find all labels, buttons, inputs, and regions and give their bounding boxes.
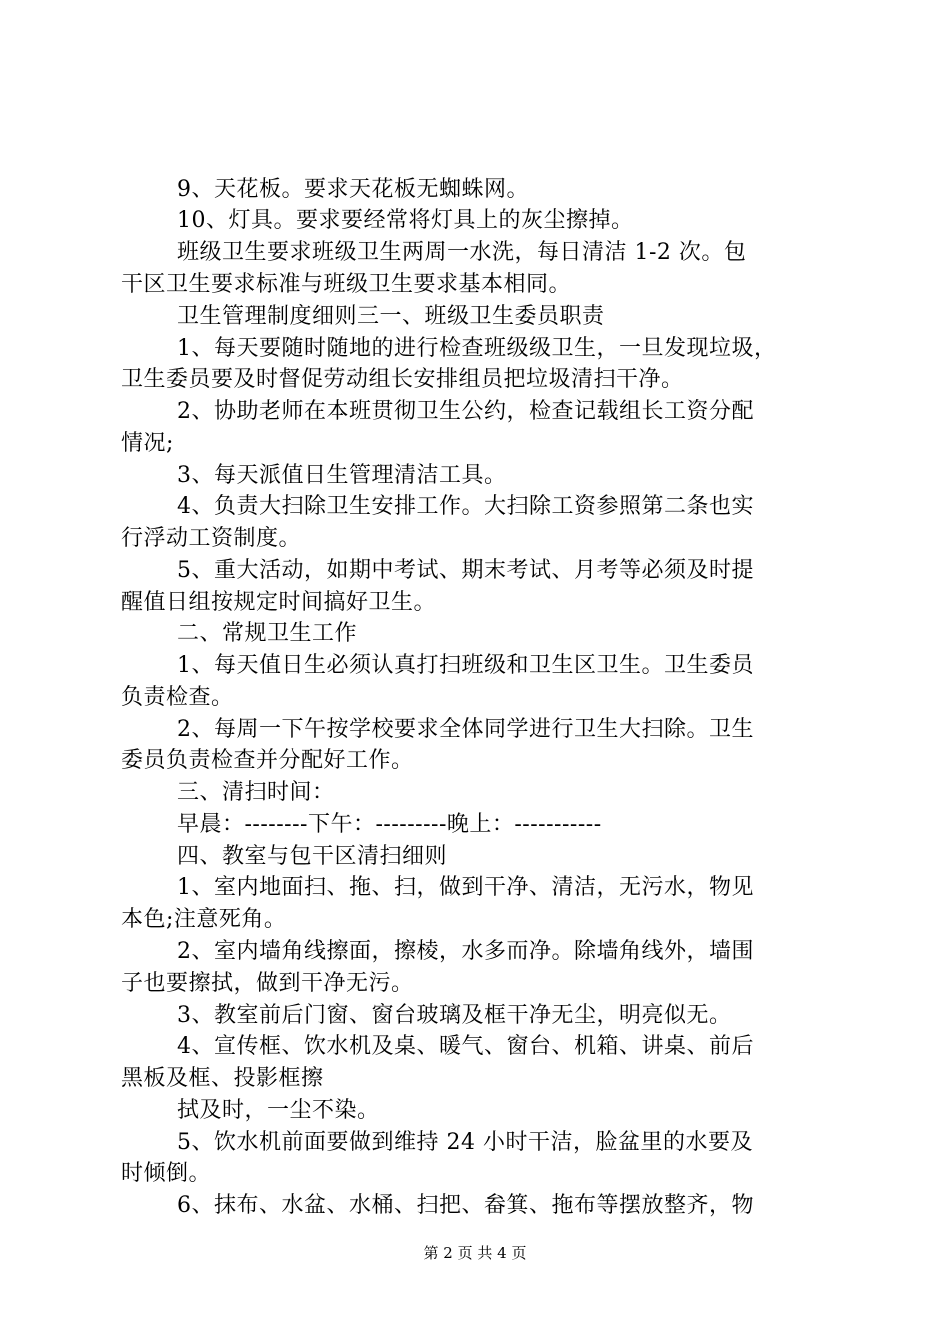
text-line: 早晨：--------下午：---------晚上：----------- <box>177 812 602 837</box>
text-line: 5、重大活动，如期中考试、期末考试、月考等必须及时提 <box>177 558 754 583</box>
text-line: 9、天花板。要求天花板无蜘蛛网。 <box>177 177 529 202</box>
text-line: 6、抹布、水盆、水桶、扫把、畚箕、拖布等摆放整齐，物 <box>177 1193 754 1218</box>
text-line: 1、每天要随时随地的进行检查班级级卫生，一旦发现垃圾， <box>177 336 777 361</box>
text-line: 二、常规卫生工作 <box>177 621 358 646</box>
text-line: 2、每周一下午按学校要求全体同学进行卫生大扫除。卫生 <box>177 717 754 742</box>
text-line: 3、教室前后门窗、窗台玻璃及框干净无尘，明亮似无。 <box>177 1003 732 1028</box>
page-number-footer: 第 2 页 共 4 页 <box>423 1244 527 1262</box>
text-line: 班级卫生要求班级卫生两周一水洗，每日清洁 1-2 次。包 <box>177 240 747 265</box>
text-line: 醒值日组按规定时间搞好卫生。 <box>121 590 437 615</box>
text-line: 4、负责大扫除卫生安排工作。大扫除工资参照第二条也实 <box>177 494 754 519</box>
text-line: 4、宣传框、饮水机及桌、暖气、窗台、机箱、讲桌、前后 <box>177 1034 754 1059</box>
text-line: 拭及时，一尘不染。 <box>177 1098 380 1123</box>
text-line: 干区卫生要求标准与班级卫生要求基本相同。 <box>121 272 572 297</box>
text-line: 黑板及框、投影框擦 <box>121 1066 324 1091</box>
text-line: 本色;注意死角。 <box>121 907 287 932</box>
text-line: 卫生委员要及时督促劳动组长安排组员把垃圾清扫干净。 <box>121 367 684 392</box>
text-line: 子也要擦拭，做到干净无污。 <box>121 971 414 996</box>
text-line: 1、室内地面扫、拖、扫，做到干净、清洁，无污水，物见 <box>177 875 754 900</box>
text-line: 委员负责检查并分配好工作。 <box>121 748 414 773</box>
text-line: 时倾倒。 <box>121 1161 212 1186</box>
text-line: 卫生管理制度细则三一、班级卫生委员职责 <box>177 304 605 329</box>
text-line: 四、教室与包干区清扫细则 <box>177 844 448 869</box>
text-line: 负责检查。 <box>121 685 234 710</box>
text-line: 10、灯具。要求要经常将灯具上的灰尘擦掉。 <box>177 208 634 233</box>
text-line: 3、每天派值日生管理清洁工具。 <box>177 463 507 488</box>
text-line: 2、室内墙角线擦面，擦棱，水多而净。除墙角线外，墙围 <box>177 939 754 964</box>
text-line: 2、协助老师在本班贯彻卫生公约，检查记载组长工资分配 <box>177 399 754 424</box>
text-line: 5、饮水机前面要做到维持 24 小时干洁，脸盆里的水要及 <box>177 1130 753 1155</box>
text-line: 1、每天值日生必须认真打扫班级和卫生区卫生。卫生委员 <box>177 653 754 678</box>
text-line: 三、清扫时间： <box>177 780 335 805</box>
text-line: 行浮动工资制度。 <box>121 526 302 551</box>
text-line: 情况; <box>121 431 174 456</box>
